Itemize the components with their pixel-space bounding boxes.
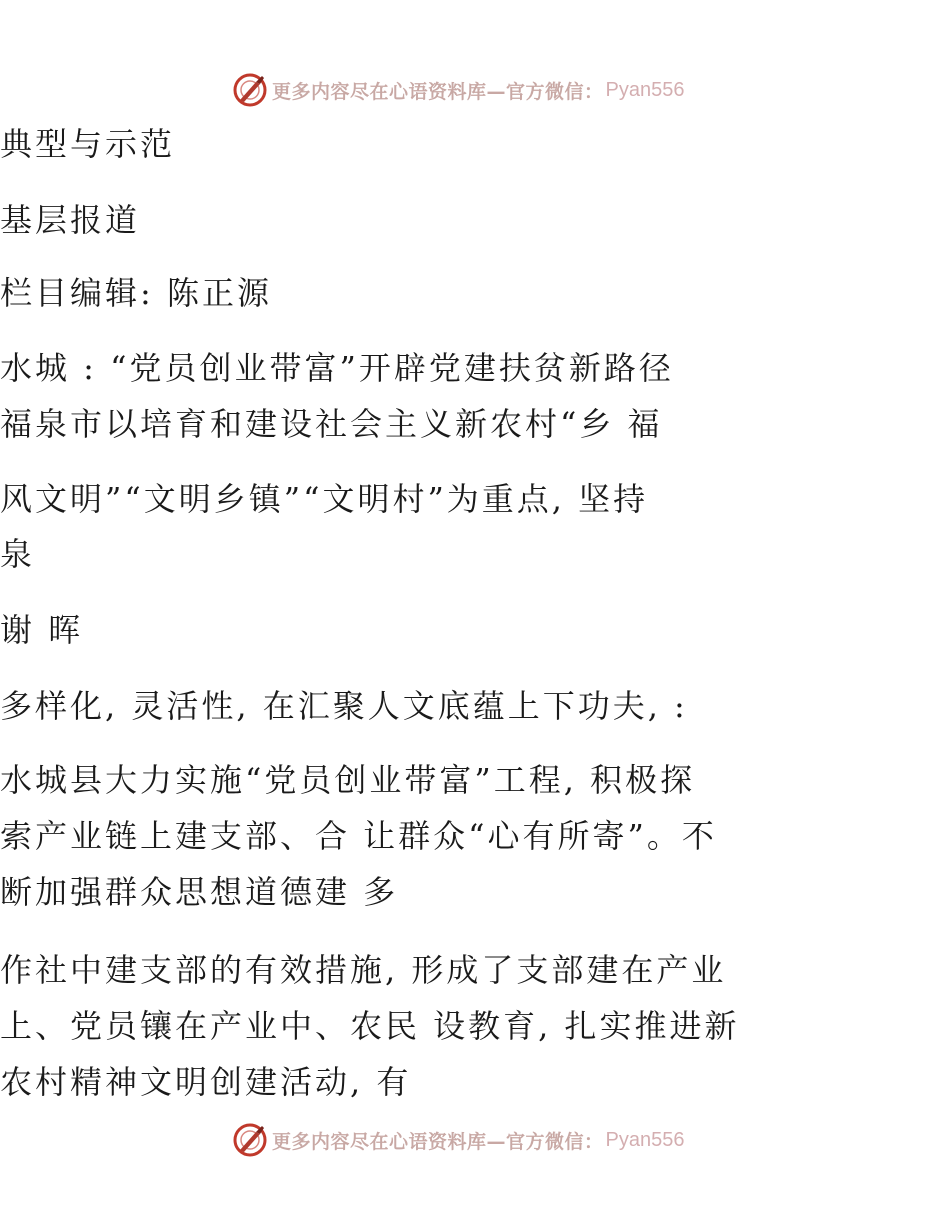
footer-banner bbox=[232, 1120, 684, 1160]
text-line: 作社中建支部的有效措施, 形成了支部建在产业 bbox=[0, 951, 727, 989]
text-line: 上、党员镶在产业中、农民 设教育, 扎实推进新 bbox=[0, 1007, 740, 1045]
text-line: 多样化, 灵活性, 在汇聚人文底蕴上下功夫, : bbox=[0, 687, 688, 725]
text-line: 福泉市以培育和建设社会主义新农村“乡 福 bbox=[0, 405, 663, 443]
text-line: 栏目编辑: 陈正源 bbox=[0, 274, 272, 312]
text-line: 风文明”“文明乡镇”“文明村”为重点, 坚持 bbox=[0, 480, 649, 518]
text-line: 基层报道 bbox=[0, 201, 141, 239]
footer-banner-id: Pyan556 bbox=[605, 1128, 685, 1151]
text-line: 水城县大力实施“党员创业带富”工程, 积极探 bbox=[0, 761, 696, 799]
text-line: 水城 : “党员创业带富”开辟党建扶贫新路径 bbox=[0, 349, 674, 387]
pen-logo-icon bbox=[232, 1122, 268, 1158]
text-line: 典型与示范 bbox=[0, 125, 176, 163]
text-line: 泉 bbox=[0, 535, 36, 573]
text-line: 谢 晖 bbox=[0, 611, 84, 649]
pen-logo-icon bbox=[232, 72, 268, 108]
text-line: 索产业链上建支部、合 让群众“心有所寄”。不 bbox=[0, 817, 717, 855]
text-line: 农村精神文明创建活动, 有 bbox=[0, 1063, 412, 1101]
footer-banner-text: 更多内容尽在心语资料库—官方微信： bbox=[272, 1130, 604, 1153]
header-banner-text: 更多内容尽在心语资料库—官方微信： bbox=[272, 80, 604, 103]
header-banner bbox=[232, 70, 684, 110]
text-line: 断加强群众思想道德建 多 bbox=[0, 873, 399, 911]
header-banner-id: Pyan556 bbox=[605, 78, 685, 101]
